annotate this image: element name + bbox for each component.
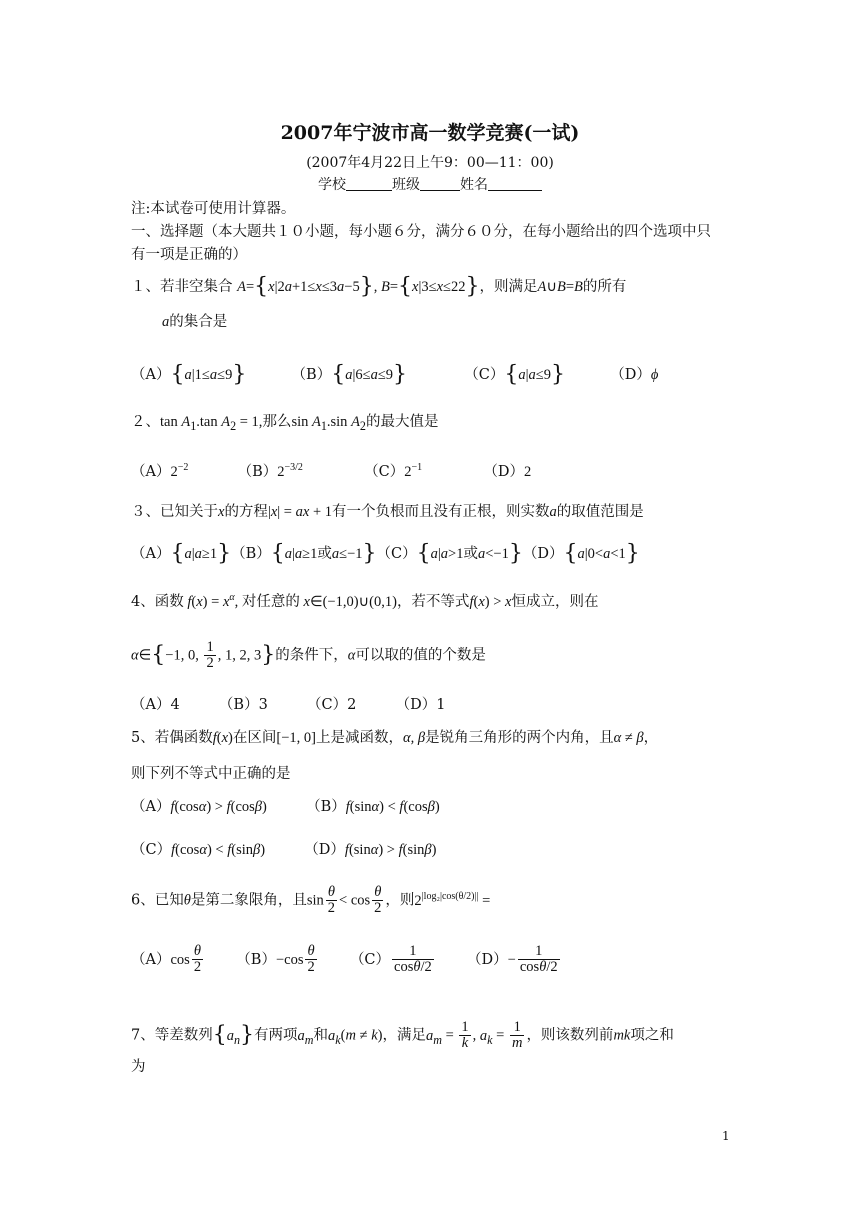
q2-option-b: $(B)2^{-3/2}$ — [237, 462, 303, 480]
q6-option-b: （B）−cos $\frac{\theta}{2}$ — [236, 943, 315, 976]
q5-option-c: （C）f(cosα) < f(sinβ) — [131, 842, 266, 858]
q3-option-c: （C）{a|a>1或a<−1} — [376, 541, 523, 566]
q6-option-c: （C） $\frac{1}{\cos\theta/2}$ — [349, 943, 432, 976]
q1-option-a: （A）{a|1≤a≤9} — [131, 362, 247, 387]
q2-stem: ２、$\tan A_1.\tan$ $A_2 = 1$,那么$\sin A_1.\sin$ $A_2$的最大值是 — [131, 414, 439, 433]
q3-option-a: （A）{a|a≥1} — [131, 541, 232, 566]
exam-title: 2007年宁波市高一数学竞赛(一试) — [280, 122, 580, 144]
q6-stem: 6、已知θ是第二象限角，且sin $\frac{\theta}{2}$ < cos $\frac{\theta}{2}$ ，则$2^{|log_2|cos(\theta/2)||}$ = — [131, 884, 491, 917]
q4-option-a: （A）4 — [131, 697, 180, 713]
q6-options — [131, 944, 562, 975]
q5-option-b: （B）f(sinα) < f(cosβ) — [306, 799, 440, 815]
q1-stem: １、若非空集合 A={x|2a+1≤x≤3a−5}, B={x|3≤x≤22}，则满足A∪B=B的所有 — [131, 274, 627, 299]
q4-stem-cont: α∈{−1, 0, $\frac{1}{2}$ , 1, 2, 3}的条件下，α可以取的值的个数是 — [131, 639, 486, 672]
q4-stem: 4、函数 $f(x) = x^\alpha$, 对任意的 x∈(−1,0)∪(0,1)，若不等式f(x) > x恒成立，则在 — [131, 592, 599, 610]
q1-set-a: A — [237, 279, 246, 295]
q6-option-a: （A）cos $\frac{\theta}{2}$ — [131, 943, 202, 976]
q2-option-d: （D）2 — [483, 464, 532, 480]
q3-option-d: （D）{a|0<a<1} — [522, 541, 640, 566]
q4-options — [131, 693, 445, 714]
q1-stem-cont: a的集合是 — [162, 314, 228, 330]
q3-option-b: （B）{a|a≥1或a≤−1} — [231, 541, 377, 566]
q5-option-d: （D）f(sinα) > f(sinβ) — [304, 842, 437, 858]
q3-stem: ３、已知关于x的方程|x| = ax + 1有一个负根而且没有正根，则实数a的取值范围是 — [131, 504, 644, 520]
exam-time: (2007年4月22日上午9：00—11：00) — [306, 155, 554, 171]
q2-options — [131, 460, 531, 481]
q7-stem-cont: 为 — [131, 1059, 146, 1075]
school-blank — [346, 176, 392, 191]
student-info-fields — [0, 174, 860, 194]
q2-option-a: $(A)2^{-2}$ — [131, 462, 189, 480]
q1-options — [131, 362, 658, 387]
q7-stem: 7、等差数列$\{a_n\}$有两项$a_m$和$a_k(m \ne k)$，满足$a_m$ = $\frac{1}{k}$ , $a_k$ = $\frac{1}{m}$ ，则该数列前mk项之和 — [131, 1019, 674, 1052]
q5-stem: 5、若偶函数f(x)在区间[−1, 0]上是减函数，α, β是锐角三角形的两个内角，且α ≠ β， — [131, 730, 659, 746]
q5-options-row2 — [131, 838, 436, 859]
q5-stem-cont: 则下列不等式中正确的是 — [131, 766, 291, 782]
q3-options — [131, 541, 640, 566]
q5-options-row1 — [131, 795, 440, 816]
school-label: 学校 — [318, 177, 346, 193]
q4-option-b: （B）3 — [218, 697, 268, 713]
q1-option-b: （B）{a|6≤a≤9} — [291, 362, 408, 387]
q6-option-d: （D）− $\frac{1}{\cos\theta/2}$ — [467, 943, 558, 976]
q2-option-c: $(C)2^{-1}$ — [364, 462, 423, 480]
name-label: 姓名 — [460, 177, 488, 193]
class-label: 班级 — [392, 177, 420, 193]
section-heading-cont: 有一项是正确的） — [131, 247, 247, 263]
q1-option-d: （D）ϕ — [610, 367, 659, 383]
page-number: 1 — [722, 1129, 730, 1143]
q4-option-c: （C）2 — [307, 697, 357, 713]
q5-option-a: （A）f(cosα) > f(cosβ) — [131, 799, 267, 815]
section-heading: 一、选择题（本大题共１０小题，每小题６分，满分６０分，在每小题给出的四个选项中只 — [131, 224, 711, 240]
name-blank — [488, 176, 542, 191]
q4-option-d: （D）1 — [395, 697, 446, 713]
class-blank — [420, 176, 460, 191]
exam-note: 注:本试卷可使用计算器。 — [131, 201, 296, 217]
q1-option-c: （C）{a|a≤9} — [464, 362, 565, 387]
